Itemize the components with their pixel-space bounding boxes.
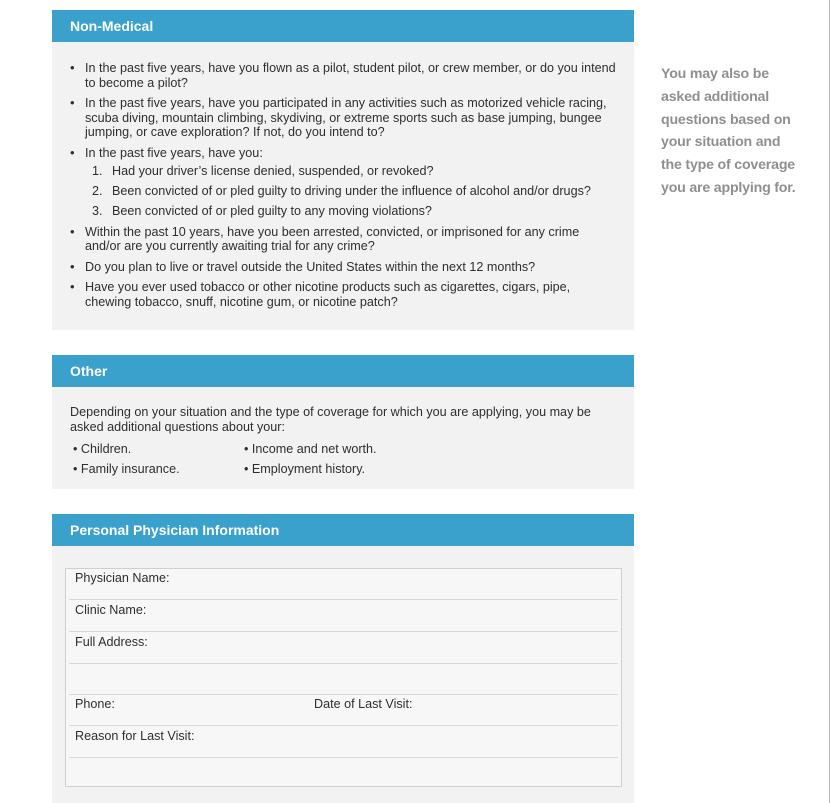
other-items [52, 442, 634, 486]
physician-name-label: Physician Name: [75, 571, 170, 585]
question-activities: • In the past five years, have you participated in any activities such as motorized vehicle racing, scuba diving, mountain climbing, skydiving, or extreme sports such as base jumping, bungee jumping, or cave exploration? If not, do you intend to? [52, 96, 616, 140]
driving-sublist [85, 164, 616, 219]
question-pilot: • In the past five years, have you flown as a pilot, student pilot, or crew member, or do you intend to become a pilot? [52, 61, 616, 90]
other-item: • Children. [73, 442, 132, 456]
address-field[interactable] [69, 632, 618, 664]
question-driving [52, 146, 616, 219]
question-travel: • Do you plan to live or travel outside the United States within the next 12 months? [52, 260, 616, 275]
other-item: • Employment history. [244, 462, 366, 476]
physician-header: Personal Physician Information [52, 514, 634, 546]
other-section [52, 355, 634, 489]
sub-item: 3. Been convicted of or pled guilty to any moving violations? [92, 204, 432, 218]
clinic-name-label: Clinic Name: [75, 603, 147, 617]
physician-section [52, 514, 634, 803]
physician-name-field[interactable] [69, 569, 618, 600]
clinic-name-field[interactable] [69, 600, 618, 632]
other-intro: Depending on your situation and the type of coverage for which you are applying, you may be asked additional questions about your: [70, 405, 591, 434]
phone-label: Phone: [75, 697, 115, 711]
address-line-2[interactable] [69, 664, 618, 695]
sidenote: You may also be asked additional questions based on your situation and the type of coverage you are applying for. [661, 66, 796, 196]
other-item: • Family insurance. [73, 462, 180, 476]
physician-form [65, 568, 622, 787]
address-label: Full Address: [75, 635, 148, 649]
last-visit-label: Date of Last Visit: [314, 697, 413, 711]
non-medical-section [52, 10, 634, 330]
reason-field[interactable] [69, 726, 618, 758]
sub-item: 1. Had your driver’s license denied, suspended, or revoked? [92, 164, 434, 178]
reason-label: Reason for Last Visit: [75, 729, 195, 743]
other-item: • Income and net worth. [244, 442, 377, 456]
question-criminal: • Within the past 10 years, have you been arrested, convicted, or imprisoned for any crime and/or are you currently awaiting trial for any crime? [52, 225, 616, 254]
question-driving-text: In the past five years, have you: [85, 145, 263, 160]
other-header: Other [52, 355, 634, 387]
non-medical-header: Non-Medical [52, 10, 634, 42]
non-medical-questions [52, 42, 634, 309]
question-tobacco: • Have you ever used tobacco or other nicotine products such as cigarettes, cigars, pipe, chewing tobacco, snuff, nicotine gum, or nicotine patch? [52, 280, 616, 309]
phone-row [69, 695, 618, 726]
sub-item: 2. Been convicted of or pled guilty to driving under the influence of alcohol and/or drugs? [92, 184, 591, 198]
